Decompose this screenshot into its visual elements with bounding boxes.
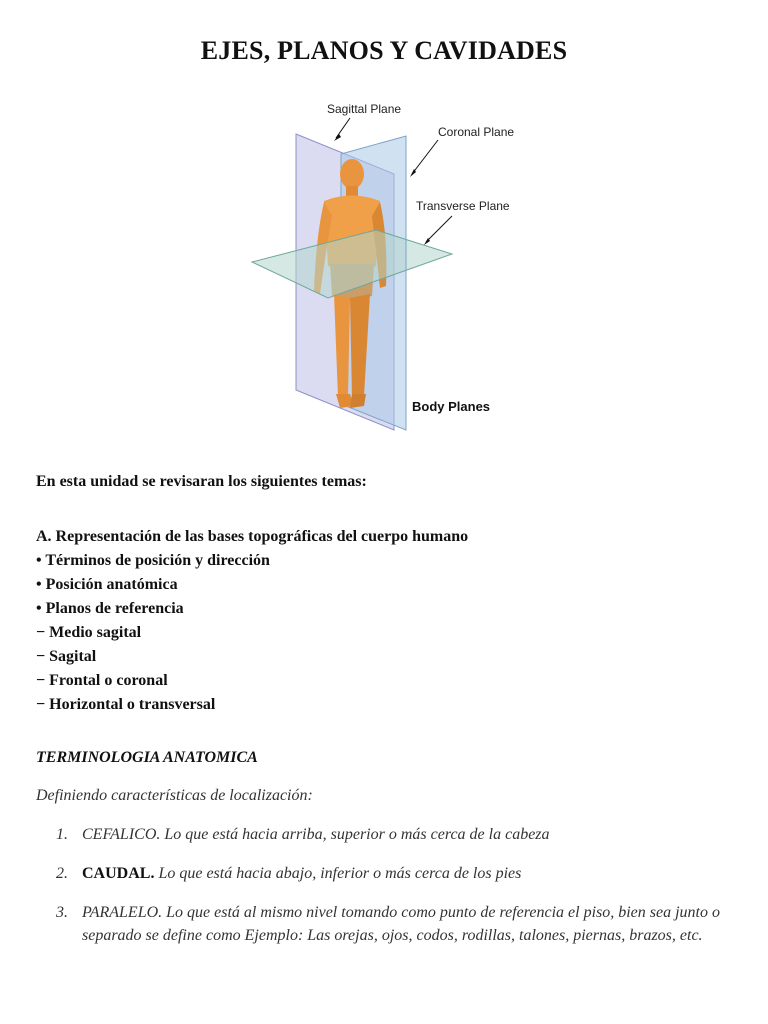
sagittal-plane-label: Sagittal Plane [327, 102, 402, 116]
topic-item: − Horizontal o transversal [36, 696, 216, 713]
definition-number: 3. [56, 904, 68, 921]
definition-text: Lo que está hacia arriba, superior o más cerca de la cabeza [160, 826, 550, 843]
topic-item: − Frontal o coronal [36, 672, 168, 689]
topic-item: − Sagital [36, 648, 97, 665]
intro-text: En esta unidad se revisaran los siguientes temas: [36, 473, 367, 490]
figure-caption: Body Planes [412, 399, 491, 414]
definition-term: PARALELO. [82, 904, 163, 921]
topic-item: − Medio sagital [36, 624, 142, 641]
page-title: EJES, PLANOS Y CAVIDADES [200, 36, 568, 65]
definition-term: CAUDAL. [82, 865, 155, 882]
definition-term: CEFALICO. [82, 826, 161, 843]
definition-number: 1. [56, 826, 68, 843]
body-planes-figure [246, 86, 526, 436]
definition-number: 2. [56, 865, 68, 882]
definition-item [56, 901, 746, 947]
definition-item [56, 823, 746, 846]
definition-item [56, 862, 746, 885]
definition-text: Lo que está hacia abajo, inferior o más cerca de los pies [154, 865, 522, 882]
definitions-list [56, 823, 746, 963]
topic-item: • Términos de posición y dirección [36, 552, 270, 569]
subheading: Definiendo características de localización: [36, 787, 313, 804]
topic-item: • Posición anatómica [36, 576, 178, 593]
transverse-plane [252, 230, 452, 298]
coronal-plane-label: Coronal Plane [438, 125, 515, 139]
topic-item: • Planos de referencia [36, 600, 184, 617]
transverse-plane-label: Transverse Plane [416, 199, 510, 213]
definition-text: Lo que está al mismo nivel tomando como punto de referencia el piso, bien sea junto o separado se define como Ejemplo: Las orejas, ojos, codos, rodillas, talones, piernas, brazos, etc. [82, 904, 720, 944]
topics-list [36, 527, 468, 719]
terms-heading: TERMINOLOGIA ANATOMICA [36, 749, 258, 766]
topic-item: A. Representación de las bases topográficas del cuerpo humano [36, 528, 469, 545]
